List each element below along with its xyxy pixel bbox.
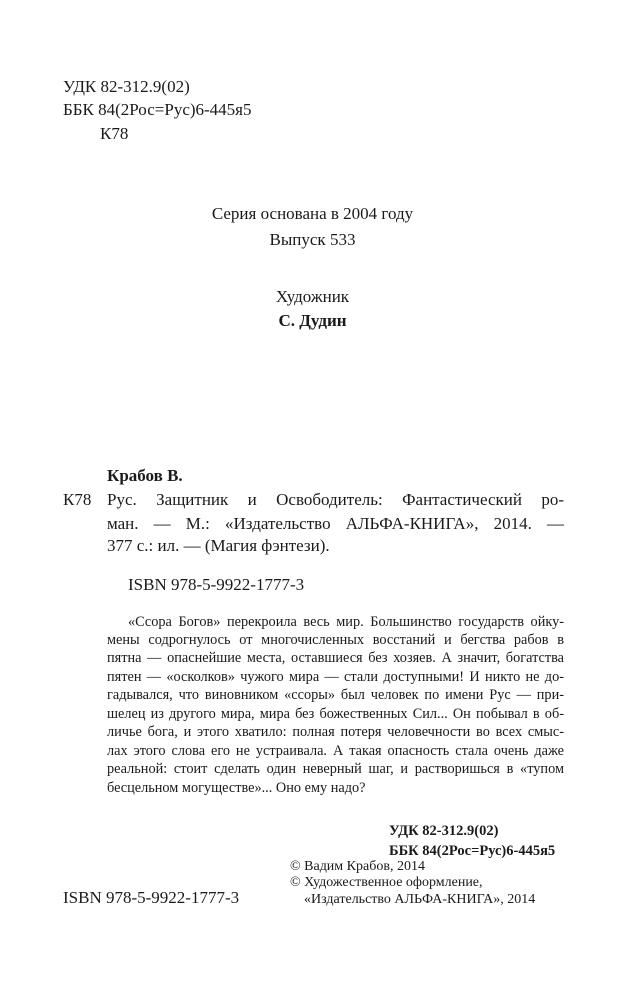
author-mark: К78	[100, 124, 129, 143]
bibliography-line-2: ман. — М.: «Издательство АЛЬФА-КНИГА», 2014. —	[107, 514, 564, 533]
copyright-line-3: «Издательство АЛЬФА-КНИГА», 2014	[304, 892, 536, 907]
annotation-line-6: шелец из другого мира, мира без божественных Сил... Он побывал в об-	[107, 706, 564, 722]
annotation-line-3: пятна — опаснейшие места, оставшиеся без хозяев. А значит, богатства	[107, 650, 564, 666]
copyright-line-1: © Вадим Крабов, 2014	[290, 859, 425, 874]
bibliography-line-3: 377 с.: ил. — (Магия фэнтези).	[107, 536, 330, 555]
annotation-line-5: гадывался, что виновником «ссоры» был человек по имени Рус — при-	[107, 687, 564, 703]
udk-code: УДК 82-312.9(02)	[63, 77, 190, 96]
bibliography-author: Крабов В.	[107, 466, 183, 485]
annotation-line-8: лах этого слова его не устраивала. А такая опасность стала очень даже	[107, 743, 564, 759]
udk-code-bottom: УДК 82-312.9(02)	[389, 823, 499, 839]
bibliography-isbn: ISBN 978-5-9922-1777-3	[128, 575, 305, 594]
copyright-line-2: © Художественное оформление,	[290, 875, 483, 890]
annotation-line-1: «Ссора Богов» перекроила весь мир. Большинство государств ойку-	[128, 614, 564, 630]
annotation-line-10: бесцельном могуществе»... Оно ему надо?	[107, 780, 366, 796]
bbk-code: ББК 84(2Рос=Рус)6-445я5	[63, 100, 252, 119]
isbn-bottom: ISBN 978-5-9922-1777-3	[63, 888, 240, 907]
series-founded: Серия основана в 2004 году	[211, 204, 414, 223]
artist-name: С. Дудин	[278, 311, 347, 330]
annotation-line-4: пятен — «осколков» чужого мира — стали доступными! И никто не до-	[107, 669, 564, 685]
annotation-line-7: личье бога, и этого хватило: полная потеря человечности во всех смыс-	[107, 724, 564, 740]
bibliography-line-1: Рус. Защитник и Освободитель: Фантастический ро-	[107, 490, 564, 509]
artist-label: Художник	[275, 287, 350, 306]
annotation-line-9: реальной: стоит сделать один неверный шаг, и растворишься в «тупом	[107, 761, 564, 777]
bibliography-mark: К78	[63, 490, 92, 509]
bbk-code-bottom: ББК 84(2Рос=Рус)6-445я5	[389, 843, 556, 859]
annotation-line-2: мены содрогнулось от многочисленных восстаний и бегства рабов в	[107, 632, 564, 648]
series-issue: Выпуск 533	[269, 230, 356, 249]
